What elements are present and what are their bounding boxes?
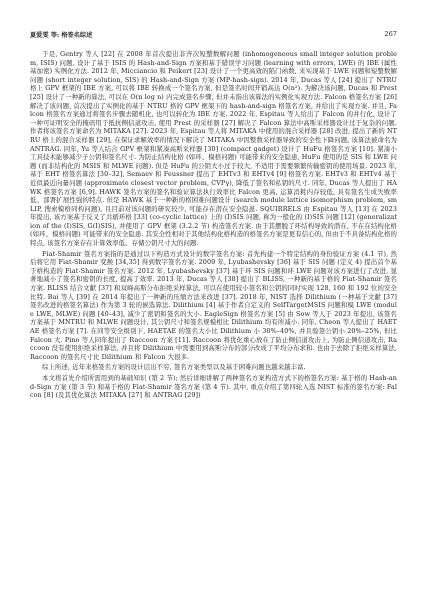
page-number: 267 [384, 30, 397, 38]
main-text [30, 50, 397, 402]
running-title: 夏爱雯 等: 格签名综述 [30, 32, 93, 39]
paragraph-hash-and-sign: 于是, Gentry 等人 [22] 在 2008 年首次提出非齐次短整数解问题 (inhomogeneous small integer solution problem, ISIS) 问题, 设计了基于 ISIS 的 Hash-and-Sign 方案和基于错误学习问题 (learning with errors, LWE) 的 IBE (属性基加密) 实例化方法. 2012 年, Micciancio 和 Peikert [23] 设计了一个更高效的陷门函数, 来实现基于 LWE 问题和短整数解问题 (short integer solution, SIS) 的 Hash-and-Sign 方案 (MP-hash-sign). 2014 年, Ducas 等人 [24] 提出了 NTRU 格上 GPV 框架的 IBE 方案, 可以将 IBE 转换成一个签名方案, 但是签名时间开销高达 O(n²). 为解决该问题, Ducas 和 Prest [25] 设计了一种新的算法, 可以在 O(n log n) 内完成签名步骤, 但并未指出该算法的实例化实现方法. Falcon 格签名方案 [26] 解决了该问题, 首次提出了实例化的基于 NTRU 格的 GPV 框架下的 hash-and-sign 格签名方案, 并给出了实现方案. 并且, Falcon 格签名方案通过将签名步骤去随机化, 也可以转化为 IBE 方案. 2022 年, Espitau 等人给出了 Falcon 的并行化, 设计了一种可证明安全的掩码用于抵抗侧信道攻击, 使用 Prest 的采样器 [27] 解决了 Falcon 算法中高斯采样器设计过于复杂的问题. 作者将该签名方案命名为 MITAKA [27]. 2023 年, Espitau 等人将 MITAKA 中使用的混合采样器 [28] 改进, 提出了新的 NTRU 格上的混合采样器 [29], 在保证求解效率的情况下解决了 MITAKA 中因整数采样器导致的安全性下降问题, 该算法被命名为 ANTRAG. 同年, Yu 等人结合 GPV 框架和紧凑高斯采样器 [30] (compact gadget) 设计了 HuFu 格签名方案 [10]. 紧凑小工具技术能够减少子公钥和签名尺寸. 为防止结构化格 (如环、模格问题) 可能带来的安全隐患, HuFu 使用的是 SIS 和 LWE 问题 (而非结构化的 MSIS 和 MLWE 问题). 但是 HuFu 的公钥大小过于较大, 不适用于需要频繁传输密钥的使用场景. 2023 年, 基于 EHT 格签名算法 [30–32], Semaev 和 Feussner 提出了 EHTv3 和 EHTv4 [9] 格签名方案. EHTv3 和 EHTv4 基于近似最近向量问题 (approximate closest vector problem, CVPγ), 降低了签名和私钥的尺寸. 同年, Ducas 等人提出了 HAWK 格签名方案 [6,9]. HAWK 签名方案的签名和验证算法执行效率比 Falcon 更高, 运算消耗内存较低, 具有签名生成失败率低、部署扩展性强的特点. 但是 HAWK 基于一种新的格困难问题设计 (search module lattice isomorphism problem, smLIP, 搜索模格同构问题), 且目前对该问题的研究较少, 可能存在潜在安全隐患. SQUIRRELS 由 Espitau 等人 [13] 在 2023 年提出, 该方案基于反叉了共循环格 [33] (co-cyclic lattice) 上的 (I)SIS 问题, 称为一般化的 (I)SIS 问题 [12] (generalization of the (I)SIS, G(I)SIS), 并使用了 GPV 框架 (3.2.2 节) 构造签名方案. 由于其摆脱了环结构导致的潜在, 不在在结构化格 (如环、模格问题) 可能带来的安全隐患. 其安全性相对于其他结构化格构造的格签名方案是更有信心的, 但由于不具备结构化格的特点, 该签名方案存在计算效率低、存储公钥尺寸大的问题. [30, 50, 397, 248]
paragraph-summary: 综上所述, 近年来格签名方案的设计层出不穷, 签名方案类型以及基于困难问题也越来越丰富. [42, 363, 306, 372]
paragraph-fiat-shamir: Fiat-Shamir 签名方案指的是通过以下构造方式设计的数字签名方案: 首先构建一个特定结构的身份验证方案 (4.1 节), 然后将它用 Fiat-Shamir 变换 [34,35] 得到数字签名方案. 2009 年, Lyubashevsky [36] 基于 SIS 问题 (定义 4) 提出首个基于格构造的 Fiat-Shamir 签名方案. 2012 年, Lyubashevsky [37] 基于环 SIS 问题和环 LWE 问题对该方案进行了改进, 显著地减小了签名和密钥的长度, 提高了效率. 2013 年, Ducas 等人 [38] 提出了 BLISS, 一种新的基于格的 Fiat-Shamir 签名方案. BLISS 结合文献 [37] 和双峰高斯分布拒绝采样算法, 可以在使用较小签名和公钥的同时实现 128, 160 和 192 位的安全比特. Bai 等人 [39] 在 2014 年提出了一种新的压缩方法来改进 [37]. 2018 年, NIST 选择 Dilithium (一种基于文献 [37] 签名改进的格签名算法) 作为第 3 轮的候选算法. Dilithium [4] 基于作者自定义的 SelfTargetMSIS 问题和模 LWE (module LWE, MLWE) 问题 [40–43], 减少了密钥和签名的大小. EagleSign 格签名方案 [5] 由 Sow 等人于 2023 年提出, 该签名方案基于 MNTRU 和 MLWE 问题设计, 其公钥尺寸和签名规模相比 Dilithium 均有所减小. 同年, Cheon 等人提出了 HAETAE 格签名方案 [7]. 在同等安全级别下, HAETAE 的签名大小比 Dilithium 小 30%–40%, 并且验签公钥小 20%–25%, 但比 Falcon 大. Pino 等人同年提出了 Raccoon 方案 [11]. Raccoon 将优化重心放在了防止侧信道攻击上, 为防止侧信道攻击, Raccoon 没有使用拒绝采样算法, 并且将 Dilithium 中需要用到高斯分布的部分改成了平均分布求和. 也由于去除了拒绝采样算法, Raccoon 的签名尺寸比 Dilithium 和 Falcon 大很多. [30, 249, 397, 361]
paragraph-outline: 本文将首先介绍所需用到的基础知识 (第 2 节); 然后详细讲解了两种签名方案构造方式下的格签名方案: 基于格的 Hash-and-Sign 方案 (第 3 节) 和基于格的 Fiat-Shamir 签名方案 (第 4 节). 其中, 重点介绍了第四轮入选 NIST 标准的签名方案: Falcon [8] (及其优化算法 MITAKA [27] 和 ANTRAG [29]) [30, 373, 397, 400]
page-header [30, 30, 397, 42]
